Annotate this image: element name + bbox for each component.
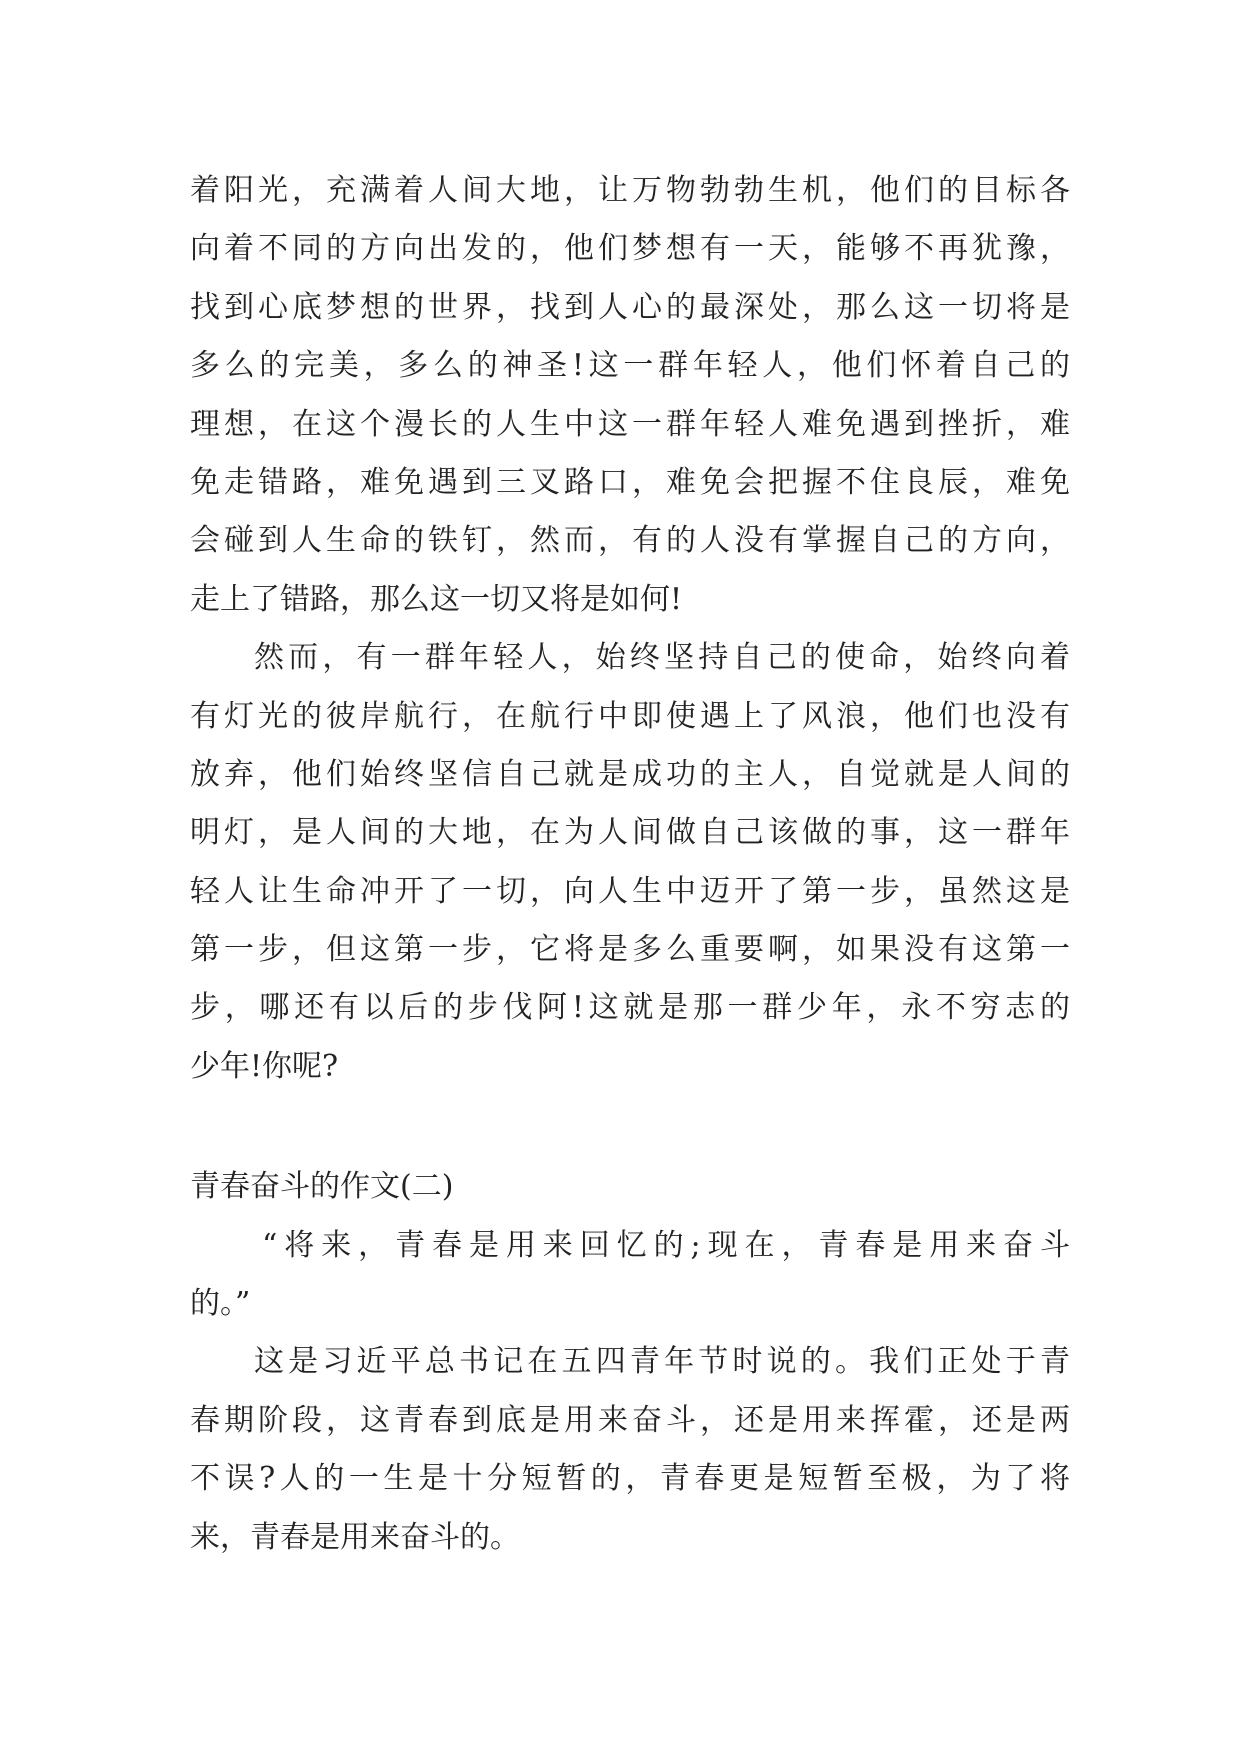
text-line: 找到心底梦想的世界，找到人心的最深处，那么这一切将是 (190, 289, 1070, 325)
text-line: 轻人让生命冲开了一切，向人生中迈开了第一步，虽然这是 (190, 873, 1070, 909)
text-line: 走上了错路，那么这一切又将是如何! (190, 581, 683, 617)
text-line: 有灯光的彼岸航行，在航行中即使遇上了风浪，他们也没有 (190, 698, 1070, 734)
text-line: 会碰到人生命的铁钉，然而，有的人没有掌握自己的方向， (190, 523, 1070, 559)
text-line: 步，哪还有以后的步伐阿!这就是那一群少年，永不穷志的 (190, 990, 1070, 1026)
section-spacer (190, 1096, 1070, 1158)
text-line: 这是习近平总书记在五四青年节时说的。我们正处于青 (254, 1344, 1070, 1380)
text-line: “将来，青春是用来回忆的;现在，青春是用来奋斗 (262, 1227, 1070, 1263)
paragraph-3 (190, 1217, 1070, 1334)
text-line: 然而，有一群年轻人，始终坚持自己的使命，始终向着 (254, 640, 1070, 676)
text-line: 春期阶段，这青春到底是用来奋斗，还是用来挥霍，还是两 (190, 1402, 1070, 1438)
text-line: 放弃，他们始终坚信自己就是成功的主人，自觉就是人间的 (190, 756, 1070, 792)
text-line: 免走错路，难免遇到三叉路口，难免会把握不住良辰，难免 (190, 464, 1070, 500)
paragraph-4 (190, 1333, 1070, 1567)
text-line: 着阳光，充满着人间大地，让万物勃勃生机，他们的目标各 (190, 173, 1070, 208)
text-line: 不误?人的一生是十分短暂的，青春更是短暂至极，为了将 (190, 1461, 1070, 1497)
text-line: 明灯，是人间的大地，在为人间做自己该做的事，这一群年 (190, 815, 1070, 851)
paragraph-2 (190, 629, 1070, 1096)
text-line: 少年!你呢? (190, 1048, 339, 1084)
text-line: 的。” (190, 1286, 251, 1322)
paragraph-1 (190, 162, 1070, 629)
text-line: 第一步，但这第一步，它将是多么重要啊，如果没有这第一 (190, 932, 1070, 968)
text-line: 向着不同的方向出发的，他们梦想有一天，能够不再犹豫， (190, 231, 1070, 267)
text-line: 来，青春是用来奋斗的。 (190, 1519, 520, 1555)
text-line: 理想，在这个漫长的人生中这一群年轻人难免遇到挫折，难 (190, 406, 1070, 442)
document-body (190, 162, 1070, 1567)
section-title: 青春奋斗的作文(二) (190, 1169, 454, 1205)
text-line: 多么的完美，多么的神圣!这一群年轻人，他们怀着自己的 (190, 348, 1070, 384)
